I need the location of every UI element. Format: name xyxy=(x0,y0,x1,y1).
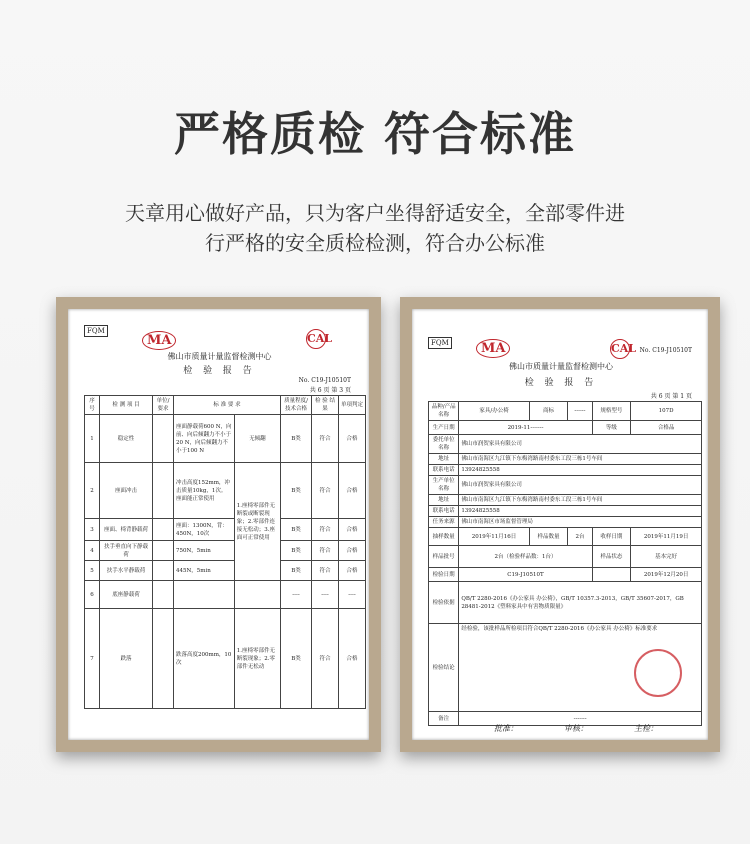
table-row: 地址 佛山市南海区九江镇下东梅湾路南村委东工段三栋1号车间 xyxy=(429,495,702,506)
left-report-table xyxy=(84,395,366,709)
col-judge: 单项判定 xyxy=(339,396,366,415)
right-certificate-frame xyxy=(400,297,720,752)
cal-logo: CAL xyxy=(610,339,630,359)
approve-signature: 批准： xyxy=(494,724,518,733)
table-row: 生产单位 名称 佛山市润贺家具有限公司 xyxy=(429,476,702,495)
table-row: 委托单位 名称 佛山市润贺家具有限公司 xyxy=(429,435,702,454)
report-number: No. C19-J10510T xyxy=(639,347,692,354)
ma-logo: MA xyxy=(142,331,176,350)
table-row: 地址 佛山市南海区九江镇下东梅湾路南村委东工段三栋1号车间 xyxy=(429,454,702,465)
report-title: 检 验 报 告 xyxy=(524,378,598,388)
table-row: 生产日期 2019-11------- 等级 合格品 xyxy=(429,421,702,435)
table-row: 2 座面冲击 冲击高度152mm，冲击质量10kg，1次。座面能正常使用 1.座椅零部件无断裂或断裂现象；2.零部件连接无松动；3.座面可正常使用 B类 符合 合格 xyxy=(85,463,366,519)
table-row: 5 扶手水平静载荷 445N，5min B类 符合 合格 xyxy=(85,561,366,581)
table-row: 品种/产品名称 家具/办公椅 商标 ------ 规格型号 107D xyxy=(429,402,702,421)
table-row: 检验依据 QB/T 2280-2016《办公家具 办公椅》，GB/T 10357.3-2013，GB/T 35607-2017，GB 28481-2012《塑料家具中有害物质限量》 xyxy=(429,582,702,624)
right-report-document xyxy=(424,319,698,733)
table-row: 6 底座静载荷 ---- ---- ---- xyxy=(85,581,366,609)
ma-logo: MA xyxy=(476,339,510,358)
left-report-document xyxy=(80,319,364,730)
table-row: 备注 ------- xyxy=(429,712,702,726)
tester-signature: 主检： xyxy=(634,724,658,733)
table-row: 检验结论 经检验，该批样品所检项目符合QB/T 2280-2016《办公家具 办公椅》标准要求 xyxy=(429,624,702,712)
page-title: 严格质检 符合标准 xyxy=(173,107,576,161)
table-row: 联系电话 13924825558 xyxy=(429,506,702,517)
page-info: 共 6 页 第 3 页 xyxy=(309,387,351,394)
cal-logo: CAL xyxy=(306,329,326,349)
review-signature: 审核： xyxy=(564,724,588,733)
left-certificate-paper xyxy=(68,309,369,740)
col-item: 检 测 项 目 xyxy=(100,396,153,415)
table-row: 联系电话 13924825558 xyxy=(429,465,702,476)
org-name: 佛山市质量计量监督检测中心 xyxy=(167,352,272,361)
col-unit: 单位/要求 xyxy=(153,396,174,415)
table-row: 1 稳定性 座面静载荷600 N，向前、向后倾翻力不小于20 N，向后倾翻力不小于100 N 无倾翻 B类 符合 合格 xyxy=(85,415,366,463)
red-official-seal xyxy=(634,649,682,697)
table-row: 3 座面、椅背静载荷 座面：1300N，背：450N，10次 B类 符合 合格 xyxy=(85,519,366,541)
fqm-logo: FQM xyxy=(84,325,108,337)
col-level: 质量程度/技术合格 xyxy=(281,396,312,415)
table-row: 检验日期 C19-J10510T 2019年12月20日 xyxy=(429,568,702,582)
col-no: 序号 xyxy=(85,396,100,415)
page-info: 共 6 页 第 1 页 xyxy=(650,393,692,400)
org-name: 佛山市质量计量监督检测中心 xyxy=(509,362,613,371)
report-number: No. C19-J10510T xyxy=(298,377,351,384)
table-row: 4 扶手垂直向下静载荷 750N，5min B类 符合 合格 xyxy=(85,541,366,561)
right-certificate-paper xyxy=(412,309,708,740)
table-row: 抽样数量 2019年11月16日 样品数量 2台 收样日期 2019年11月19日 xyxy=(429,528,702,546)
table-row: 7 跌落 跌落高度200mm，10次 1.座椅零部件无断裂现象；2.零部件无松动 B类 符合 合格 xyxy=(85,609,366,709)
table-row: 任务来源 佛山市南海区市场监督管理局 xyxy=(429,517,702,528)
col-result: 检 验 结 果 xyxy=(312,396,339,415)
report-title: 检 验 报 告 xyxy=(183,366,256,376)
page-subtitle: 天章用心做好产品，只为客户坐得舒适安全，全部零件进行严格的安全质检检测，符合办公标准 xyxy=(125,201,625,255)
fqm-logo: FQM xyxy=(428,337,452,349)
left-certificate-frame xyxy=(56,297,381,752)
table-row: 样品批号 2台（检验样品数：1台） 样品状态 基本完好 xyxy=(429,546,702,568)
col-standard: 标 准 要 求 xyxy=(174,396,281,415)
